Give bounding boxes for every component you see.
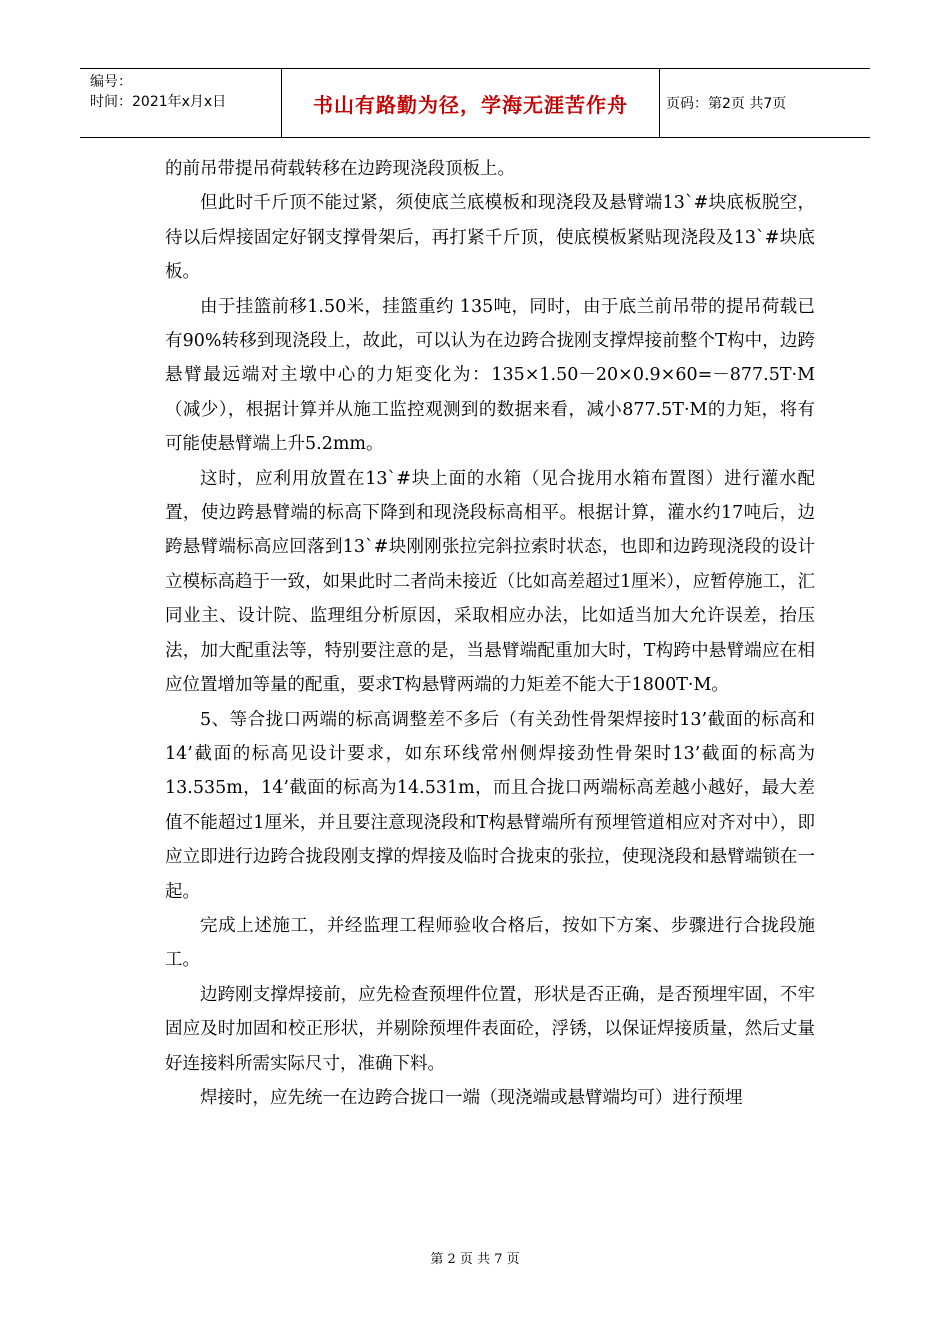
paragraph: 由于挂篮前移1.50米，挂篮重约 135吨，同时，由于底兰前吊带的提吊荷载已有90%转移到现浇段上，故此，可以认为在边跨合拢刚支撑焊接前整个T构中，边跨悬臂最远端对主墩中心的力矩变化为：135×1.50－20×0.9×60=－877.5T·M（减少），根据计算并从施工监控观测到的数据来看，减小877.5T·M的力矩，将有可能使悬臂端上升5.2mm。 <box>165 296 815 455</box>
paragraph: 但此时千斤顶不能过紧，须使底兰底模板和现浇段及悬臂端13`#块底板脱空，待以后焊接固定好钢支撑骨架后，再打紧千斤顶，使底模板紧贴现浇段及13`#块底板。 <box>165 193 815 283</box>
paragraph: 边跨刚支撑焊接前，应先检查预埋件位置，形状是否正确，是否预埋牢固，不牢固应及时加固和校正形状，并剔除预埋件表面砼，浮锈，以保证焊接质量，然后丈量好连接料所需实际尺寸，准确下料。 <box>165 984 815 1074</box>
date-label: 时间：2021年x月x日 <box>90 94 227 110</box>
code-label: 编号： <box>90 74 132 90</box>
paragraph: 的前吊带提吊荷载转移在边跨现浇段顶板上。 <box>165 159 515 179</box>
document-body <box>165 152 815 1115</box>
paragraph: 完成上述施工，并经监理工程师验收合格后，按如下方案、步骤进行合拢段施工。 <box>165 915 815 971</box>
header-meta <box>80 69 282 137</box>
header-motto: 书山有路勤为径，学海无涯苦作舟 <box>282 69 660 137</box>
page-header <box>80 68 870 138</box>
header-page-info: 页码：第2页 共7页 <box>666 96 787 112</box>
page-footer: 第 2 页 共 7 页 <box>430 1252 520 1267</box>
paragraph: 这时，应利用放置在13`#块上面的水箱（见合拢用水箱布置图）进行灌水配置，使边跨悬臂端的标高下降到和现浇段标高相平。根据计算，灌水约17吨后，边跨悬臂端标高应回落到13`#块刚刚张拉完斜拉索时状态，也即和边跨现浇段的设计立模标高趋于一致，如果此时二者尚未接近（比如高差超过1厘米），应暂停施工，汇同业主、设计院、监理组分析原因，采取相应办法，比如适当加大允许误差，抬压法，加大配重法等，特别要注意的是，当悬臂端配重加大时，T构跨中悬臂端应在相应位置增加等量的配重，要求T构悬臂两端的力矩差不能大于1800T·M。 <box>165 468 815 696</box>
paragraph: 焊接时，应先统一在边跨合拢口一端（现浇端或悬臂端均可）进行预埋 <box>200 1087 743 1108</box>
paragraph: 5、等合拢口两端的标高调整差不多后（有关劲性骨架焊接时13’截面的标高和14’截面的标高见设计要求，如东环线常州侧焊接劲性骨架时13’截面的标高为13.535m，14’截面的标高为14.531m，而且合拢口两端标高差越小越好，最大差值不能超过1厘米，并且要注意现浇段和T构悬臂端所有预埋管道相应对齐对中），即应立即进行边跨合拢段刚支撑的焊接及临时合拢束的张拉，使现浇段和悬臂端锁在一起。 <box>165 709 815 902</box>
